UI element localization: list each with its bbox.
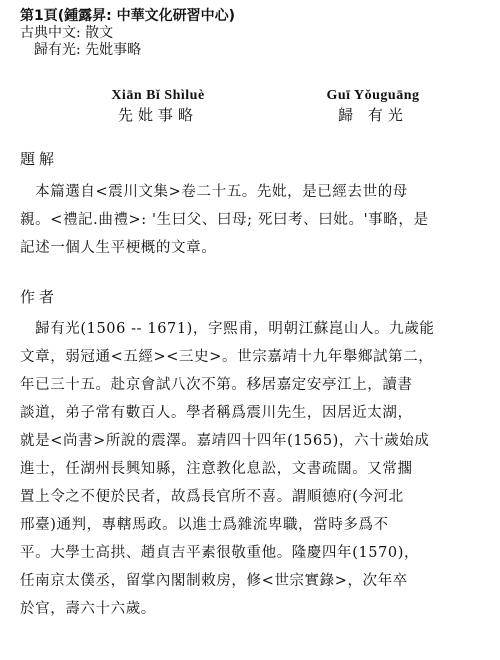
paragraph-line: 進士，任湖州長興知縣，注意教化息訟，文書疏闊。又常擱 <box>20 461 413 477</box>
paragraph-line: 年已三十五。赴京會試八次不第。移居嘉定安亭江上，讀書 <box>20 377 413 393</box>
section-heading-author: 作者 <box>20 288 59 306</box>
title-pinyin: Xiān Bǐ Shìluè <box>111 88 205 103</box>
paragraph-line: 任南京太僕丞，留掌內閣制敕房，修<世宗實錄>，次年卒 <box>20 573 408 589</box>
title-block <box>88 88 228 124</box>
title-chinese: 先妣事略 <box>117 106 198 124</box>
paragraph-line: 本篇選自<震川文集>卷二十五。先妣，是已經去世的母 <box>20 184 408 200</box>
author-paragraph <box>20 315 482 623</box>
paragraph-line: 記述一個人生平梗概的文章。 <box>20 240 217 256</box>
paragraph-line: 就是<尚書>所說的震澤。嘉靖四十四年(1565)，六十歲始成 <box>20 433 430 449</box>
author-pinyin: Guī Yǒuguāng <box>326 88 420 103</box>
paragraph-line: 談道，弟子常有數百人。學者稱爲震川先生，因居近太湖， <box>20 405 413 421</box>
paragraph-line: 歸有光(1506 -- 1671)，字熙甫，明朝江蘇崑山人。九歲能 <box>20 321 435 337</box>
author-chinese: 歸 有光 <box>338 106 408 124</box>
page-header-source: 第1頁(鍾露昇: 中華文化研習中心) <box>20 8 236 24</box>
page-header-category: 古典中文: 散文 <box>20 25 114 41</box>
author-block <box>318 88 428 124</box>
section-heading-explanation: 題解 <box>20 150 59 168</box>
paragraph-line: 親。<禮記.曲禮>: '生曰父、曰母; 死曰考、曰妣。'事略，是 <box>20 212 429 228</box>
page-header-work: 歸有光: 先妣事略 <box>34 42 142 58</box>
paragraph-line: 平。大學士高拱、趙貞吉平素很敬重他。隆慶四年(1570)， <box>20 545 420 561</box>
paragraph-line: 邢臺)通判，專轄馬政。以進士爲雜流卑職，當時多爲不 <box>20 517 389 533</box>
paragraph-line: 置上令之不便於民者，故爲長官所不喜。謂順德府(今河北 <box>20 489 404 505</box>
explanation-paragraph <box>20 178 482 262</box>
paragraph-line: 於官，壽六十六歲。 <box>20 601 156 617</box>
paragraph-line: 文章，弱冠通<五經><三史>。世宗嘉靖十九年舉鄉試第二， <box>20 349 434 365</box>
